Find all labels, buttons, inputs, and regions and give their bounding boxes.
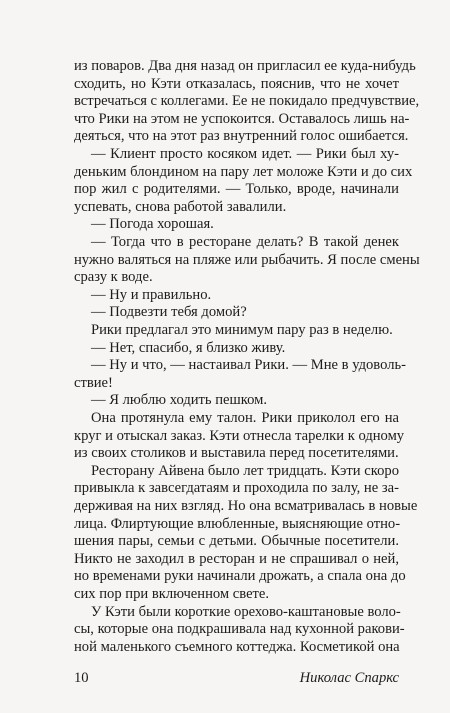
text-line: что Рики на этом не успокоится. Оставалось лишь на- [74,110,410,127]
text-line: — Клиент просто косяком идет. — Рики был ху- [91,146,399,162]
text-line: сходить, но Кэти отказалась, пояснив, что не хочет [74,75,399,92]
text-line: Ресторану Айвена было лет тридцать. Кэти скоро [91,462,399,479]
page-number: 10 [74,670,89,686]
running-head: Николас Спаркс [299,670,399,686]
text-line: из своих столиков и выставила перед посетителями. [74,445,399,462]
text-line: лица. Флиртующие влюбленные, выясняющие отно- [74,515,401,532]
text-line: — Тогда что в ресторане делать? В такой денек [91,234,399,250]
text-line: успевать, снова работой завалили. [74,198,287,215]
text-line: — Ну и что, — настаивал Рики. — Мне в удоволь- [91,357,406,374]
text-line: — Ну и правильно. [91,286,212,303]
text-line: сих пор при включенном свете. [74,586,270,602]
text-line: сразу к воде. [74,269,153,286]
text-line: ствие! [74,374,113,391]
page-footer [0,666,450,690]
text-line: Рики предлагал это минимум пару раз в неделю. [91,322,393,338]
text-line: Никто не заходил в ресторан и не спрашивал о ней, [74,550,399,567]
text-line: — Я люблю ходить пешком. [91,392,268,409]
text-line: — Погода хорошая. [91,216,214,233]
text-line: держивая на них взгляд. Но она всматривалась в новые [74,498,418,514]
text-line: встречаться с коллегами. Ее не покидало предчувствие, [74,93,420,110]
text-line: шения пары, семьи с детьми. Обычные посетители. [74,533,399,550]
text-line: из поваров. Два дня назад он пригласил ее куда-нибудь [74,58,416,74]
text-line: нужно валяться на пляже или рыбачить. Я после смены [74,251,420,268]
text-line: пор жил с родителями. — Только, вроде, начинали [74,181,399,198]
text-line: сы, которые она подкрашивала над кухонной ракови- [74,621,405,638]
text-line: — Нет, спасибо, я близко живу. [91,339,286,356]
text-line: привыкла к завсегдатаям и проходила по залу, не за- [74,480,399,497]
text-line: круг и отыскал заказ. Кэти отнесла тарелки к одному [74,427,405,444]
text-line: но временами руки начинали дрожать, а спала она до [74,568,406,585]
text-line: У Кэти были короткие орехово-каштановые воло- [91,603,401,620]
text-line: деньким блондином на пару лет моложе Кэти и до сих [74,163,413,180]
text-line: Она протянула ему талон. Рики приколол его на [91,410,399,426]
text-line: — Подвезти тебя домой? [91,304,247,321]
text-line: ной маленького съемного коттеджа. Косметикой она [74,638,400,655]
text-line: деяться, что на этот раз внутренний голос ошибается. [74,128,409,145]
